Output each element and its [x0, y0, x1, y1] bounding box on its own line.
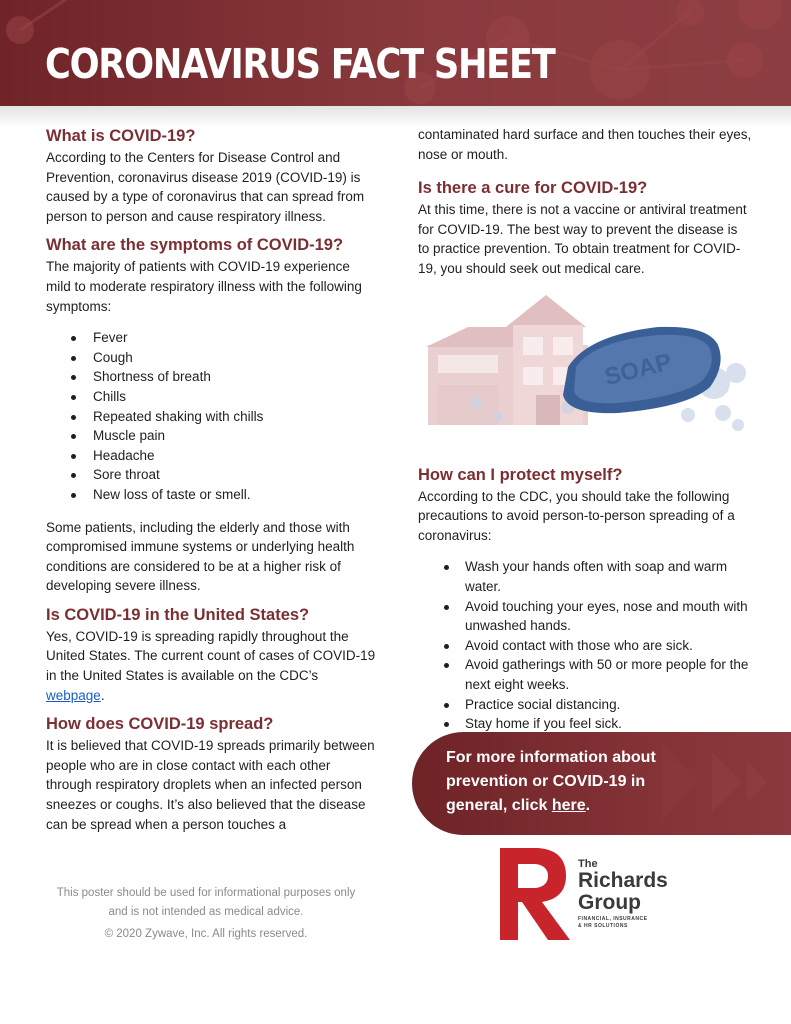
list-item: Avoid gatherings with 50 or more people for the next eight weeks.	[418, 655, 752, 694]
list-item: Chills	[46, 387, 376, 407]
cta-body: For more information about prevention or COVID-19 in general, click	[446, 749, 656, 814]
us-text-period: .	[100, 687, 105, 703]
page-title: CORONAVIRUS FACT SHEET	[45, 40, 555, 88]
logo-tagline-1: FINANCIAL, INSURANCE	[578, 916, 648, 922]
precautions-list	[418, 557, 752, 733]
list-item: Shortness of breath	[46, 367, 376, 387]
heading-us: Is COVID-19 in the United States?	[46, 605, 310, 624]
protect-intro: According to the CDC, you should take the following precautions to avoid person-to-person spreading of a coronavirus:	[418, 488, 735, 543]
copyright: © 2020 Zywave, Inc. All rights reserved.	[104, 928, 308, 940]
symptoms-outro: Some patients, including the elderly and those with compromised immune systems or underlying health conditions are considered to be at a higher risk of developing severe illness.	[46, 519, 355, 594]
more-info-banner	[412, 732, 791, 835]
list-item: Fever	[46, 328, 376, 348]
list-item: Repeated shaking with chills	[46, 407, 376, 427]
cta-period: .	[585, 797, 591, 814]
list-item: New loss of taste or smell.	[46, 485, 376, 505]
heading-protect: How can I protect myself?	[418, 465, 623, 484]
symptoms-list	[46, 328, 376, 504]
left-column	[46, 124, 376, 834]
list-item: Headache	[46, 446, 376, 466]
list-item: Muscle pain	[46, 426, 376, 446]
cure-text: At this time, there is not a vaccine or antiviral treatment for COVID-19. The best way to prevent the disease is to practice prevention. To obtain treatment for COVID-19, you should seek out medical care.	[418, 202, 747, 276]
logo-line-richards: Richards	[578, 869, 668, 892]
richards-group-logo	[498, 846, 698, 946]
r-logo-mark	[498, 846, 576, 942]
spread-text: It is believed that COVID-19 spreads primarily between people who are in close contact with each other through respiratory droplets when an infected person sneezes or coughs. It’s also believed that the disease can be spread when a person touches a	[46, 738, 375, 832]
more-info-link[interactable]: here	[551, 797, 586, 814]
logo-line-the: The	[578, 858, 598, 870]
house-soap-illustration	[418, 295, 752, 445]
what-is-text: According to the Centers for Disease Control and Prevention, coronavirus disease 2019 (COVID-19) is caused by a type of coronavirus that can spread from person to person and cause respiratory illness.	[46, 150, 365, 224]
us-text-body: Yes, COVID-19 is spreading rapidly throughout the United States. The current count of cases of COVID-19 in the United States is available on the CDC’s	[46, 628, 376, 684]
cdc-webpage-link[interactable]: webpage	[46, 687, 101, 703]
more-info-text	[446, 746, 706, 818]
list-item: Practice social distancing.	[418, 695, 752, 715]
logo-tagline-2: & HR SOLUTIONS	[578, 923, 628, 929]
list-item: Avoid touching your eyes, nose and mouth with unwashed hands.	[418, 597, 752, 636]
spread-continuation: contaminated hard surface and then touches their eyes, nose or mouth.	[418, 127, 752, 162]
list-item: Stay home if you feel sick.	[418, 714, 752, 734]
list-item: Wash your hands often with soap and warm water.	[418, 557, 752, 596]
list-item: Cough	[46, 348, 376, 368]
us-text	[46, 627, 376, 705]
soap-label: SOAP	[601, 347, 675, 391]
heading-symptoms: What are the symptoms of COVID-19?	[46, 236, 344, 255]
disclaimer: This poster should be used for informational purposes only and is not intended as medical advice.	[56, 887, 356, 918]
heading-cure: Is there a cure for COVID-19?	[418, 179, 648, 198]
logo-line-group: Group	[578, 891, 641, 914]
header-banner	[0, 0, 791, 106]
logo-wordmark	[578, 858, 668, 930]
list-item: Avoid contact with those who are sick.	[418, 636, 752, 656]
heading-what-is: What is COVID-19?	[46, 127, 196, 145]
heading-spread: How does COVID-19 spread?	[46, 715, 274, 734]
symptoms-intro: The majority of patients with COVID-19 experience mild to moderate respiratory illness with the following symptoms:	[46, 259, 362, 314]
right-column	[418, 124, 752, 734]
list-item: Sore throat	[46, 465, 376, 485]
